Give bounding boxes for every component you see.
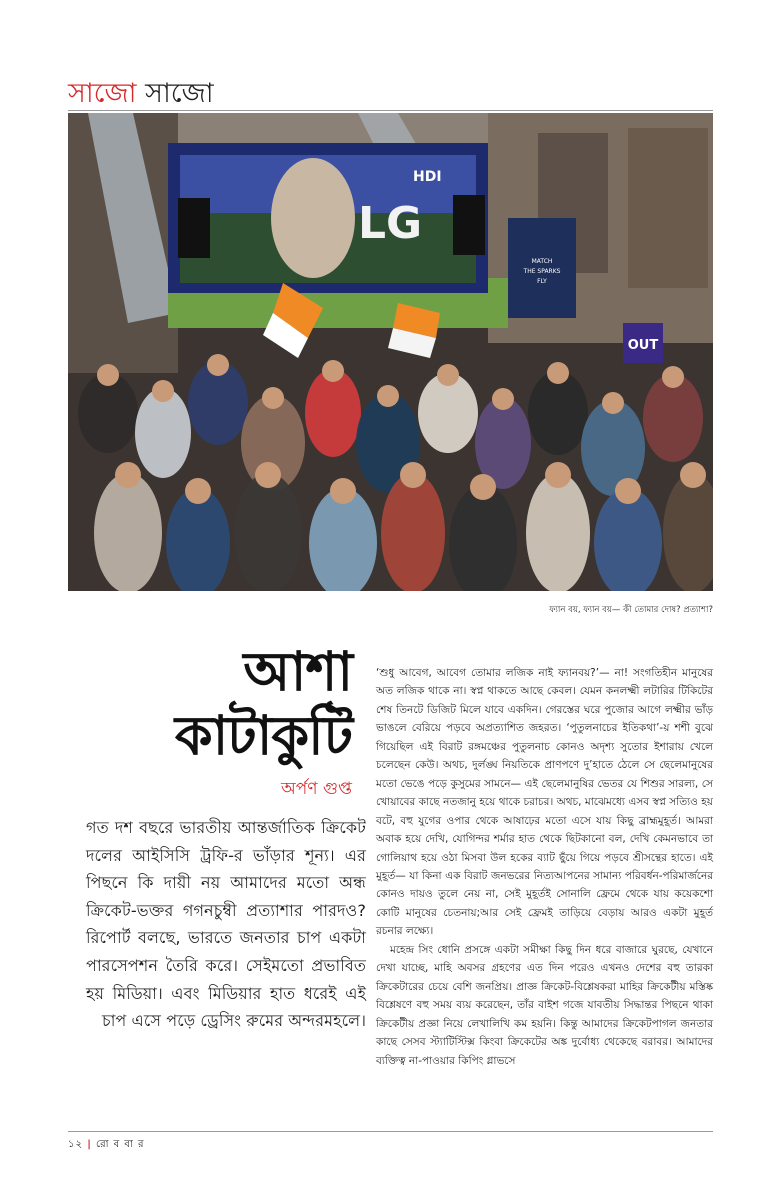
section-heading-dark: সাজো (145, 78, 214, 109)
cover-photo (68, 113, 713, 591)
body-paragraph-1: ‘শুধু আবেগ, আবেগ তোমার লজিক নাই ফ্যানবয়?’— না! সংগতিহীন মানুষের অত লজিক থাকে না। স্বপ্ন থাকতে আছে কেবল। যেমন কনলক্ষ্মী লটারির টিকিটের শেষ তিনটে ডিজিট মিলে যাবে একদিন। গেরস্তের ঘরে পুজোর আগে লক্ষ্মীর ভাঁড় ভাঙলে বেরিয়ে পড়বে অপ্রত্যাশিত জহরত। ‘পুতুলনাচের ইতিকথা’-য় শশী বুঝে গিয়েছিল এই বিরাট রঙ্গমঞ্চের পুতুলনাচ কোনও অদৃশ্য সুতোর ইশারায় খেলে চলেছেন কেউ। অথচ, দুর্লঙ্ঘ নিয়তিকে প্রাণপণে দু’হাতে ঠেলে সে ছেলেমানুষের মতো ভেঙে পড়ে কুসুমের সামনে— এই ছেলেমানুষির ভেতর যে শিশুর সারল্য, সে খোয়াবের কাছে নতজানু হয়ে থাকে চরাচর। অথচ, মাঝেমধ্যে এসব স্বপ্ন সত্যিও হয় বটে, বহু যুগের ওপার থেকে আষাঢ়ের মতো এসে যায় কিছু ব্রাহ্মমুহূর্ত। আমরা অবাক হয়ে দেখি, যোগিন্দর শর্মার হাত থেকে ছিটকানো বল, দেখি কেমনভাবে তা গোলিয়াথ হয়ে ওঠা মিসবা উল হকের ব্যাট ছুঁয়ে গিয়ে পড়বে শ্রীসন্থের হাতে। এই মুহূর্ত— যা কিনা এক বিরাট জনভরের নিত্যআপনের সামান্য পরিবর্ধন-পরিমার্জনের কোনও দায়ও তুলে নেয় না, সেই মুহূর্তই সোনালি ফ্রেমে থেকে যায় কয়েকশো কোটি মানুষের চেতনায়;আর সেই ফ্রেমই তাড়িয়ে বেড়ায় আরও একটা মুহূর্ত রচনার লক্ষ্যে। (376, 667, 713, 938)
section-heading (68, 78, 214, 110)
photo-caption: ফ্যান বয়, ফ্যান বয়— কী তোমার দোষ? প্রত্যাশা? (549, 605, 713, 615)
byline: অর্পণ গুপ্ত (281, 779, 352, 799)
page-footer (68, 1137, 145, 1154)
footer-separator: | (87, 1139, 92, 1150)
supplement-name: রো ব বা র (96, 1139, 145, 1150)
heading-rule (68, 110, 713, 111)
headline (120, 640, 352, 768)
section-heading-red: সাজো (68, 78, 137, 109)
svg-text:THE SPARKS: THE SPARKS (523, 268, 561, 275)
page-number: ১২ (68, 1139, 83, 1150)
intro-paragraph: গত দশ বছরে ভারতীয় আন্তর্জাতিক ক্রিকেট দলের আইসিসি ট্রফি-র ভাঁড়ার শূন্য। এর পিছনে কি দায়ী নয় আমাদের মতো অন্ধ ক্রিকেট-ভক্তর গগনচুম্বী প্রত্যাশার পারদও? রিপোর্ট বলছে, ভারতে জনতার চাপ একটা পারসেপশন তৈরি করে। সেইমতো প্রভাবিত হয় মিডিয়া। এবং মিডিয়ার হাত ধরেই এই চাপ এসে পড়ে ড্রেসিং রুমের অন্দরমহলে। (86, 818, 366, 1031)
article-body (376, 664, 713, 1070)
headline-line-2: কাটাকুটি (174, 704, 352, 767)
side-board-text: MATCH (531, 258, 553, 265)
screen-banner: LG (358, 198, 423, 249)
footer-rule (68, 1131, 713, 1132)
screen-sponsor: HDI (413, 169, 442, 185)
headline-line-1: আশা (243, 640, 352, 703)
body-paragraph-2: মহেন্দ্র সিং ধোনি প্রসঙ্গে একটা সমীক্ষা কিছু দিন ধরে বাজারে ঘুরছে, যেখানে দেখা যাচ্ছে, মাহি অবসর গ্রহণের এত দিন পরেও এখনও দেশের বহু তারকা ক্রিকেটারের চেয়ে বেশি জনপ্রিয়। প্রাজ্ঞ ক্রিকেট-বিশ্লেষকরা মাহির ক্রিকেটীয় মস্তিষ্ক বিশ্লেষণে বহু সময় ব্যয় করেছেন, তাঁর বাইশ গজে যাবতীয় সিদ্ধান্তর পিছনে থাকা ক্রিকেটীয় প্রজ্ঞা নিয়ে লেখালিখি কম হয়নি। কিন্তু আমাদের ক্রিকেটপাগল জনতার কাছে সেসব স্ট্যাটিস্টিক্স কিংবা ক্রিকেটের অঙ্ক দুর্বোধ্য থেকেছে বরাবর। আমাদের ব্যক্তিত্ব না-পাওয়ার কিপিং গ্লাভসে (376, 943, 713, 1067)
svg-text:FLY: FLY (537, 278, 547, 285)
placard-text: OUT (627, 338, 659, 353)
